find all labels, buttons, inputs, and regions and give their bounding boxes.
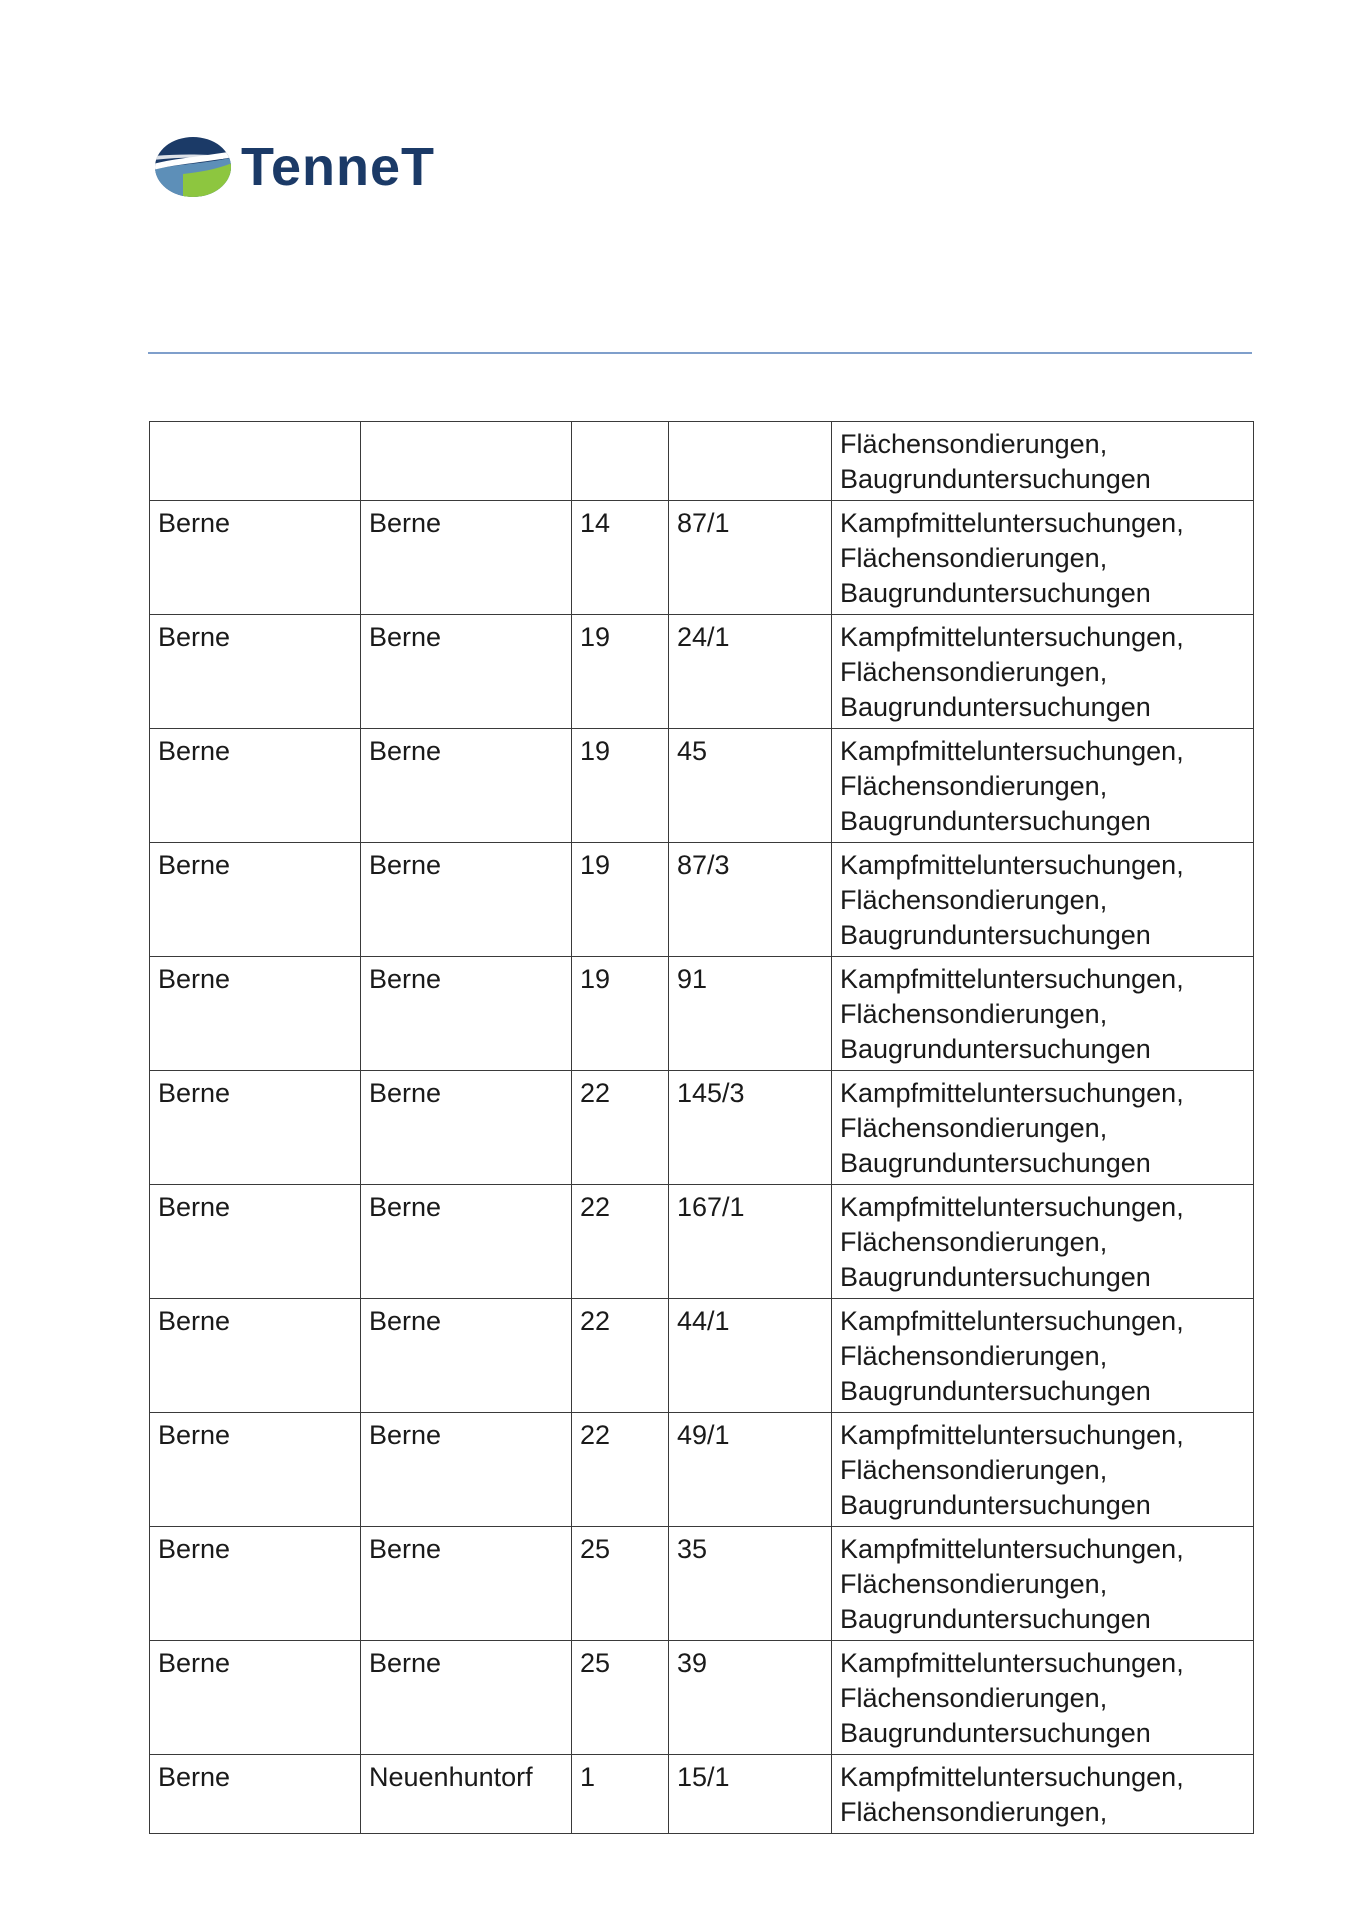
work-type-line: Kampfmitteluntersuchungen, <box>840 1762 1184 1792</box>
tennet-wordmark: TenneT <box>241 137 435 197</box>
table-cell-c4: 35 <box>669 1527 832 1641</box>
work-type-line: Kampfmitteluntersuchungen, <box>840 1420 1184 1450</box>
work-type-line: Baugrunduntersuchungen <box>840 1604 1151 1634</box>
table-cell-c5 <box>832 1413 1254 1527</box>
table-cell-c4: 87/3 <box>669 843 832 957</box>
work-type-line: Kampfmitteluntersuchungen, <box>840 1648 1184 1678</box>
table-cell-c1: Berne <box>150 1755 361 1834</box>
table-cell-c5 <box>832 1299 1254 1413</box>
work-type-line: Flächensondierungen, <box>840 429 1108 459</box>
table-cell-c5 <box>832 1527 1254 1641</box>
table-cell-c1 <box>150 422 361 501</box>
work-type-line: Flächensondierungen, <box>840 1227 1108 1257</box>
work-type-line: Baugrunduntersuchungen <box>840 1376 1151 1406</box>
work-type-line: Baugrunduntersuchungen <box>840 1034 1151 1064</box>
table-row <box>150 1413 1254 1527</box>
table-cell-c1: Berne <box>150 1185 361 1299</box>
table-row <box>150 1641 1254 1755</box>
table-cell-c3 <box>572 422 669 501</box>
table-cell-c2: Berne <box>361 1641 572 1755</box>
table-row <box>150 843 1254 957</box>
work-type-line: Baugrunduntersuchungen <box>840 1718 1151 1748</box>
work-type-line: Baugrunduntersuchungen <box>840 692 1151 722</box>
table-cell-c4: 15/1 <box>669 1755 832 1834</box>
table-cell-c2: Berne <box>361 1527 572 1641</box>
table-row <box>150 1185 1254 1299</box>
tennet-logo-icon <box>153 134 239 200</box>
table-row <box>150 422 1254 501</box>
table-row <box>150 1527 1254 1641</box>
table-cell-c2: Berne <box>361 1299 572 1413</box>
work-type-line: Baugrunduntersuchungen <box>840 806 1151 836</box>
table-cell-c4: 44/1 <box>669 1299 832 1413</box>
table-cell-c3: 25 <box>572 1527 669 1641</box>
table-cell-c1: Berne <box>150 1299 361 1413</box>
table-cell-c1: Berne <box>150 957 361 1071</box>
work-type-line: Baugrunduntersuchungen <box>840 1262 1151 1292</box>
table-cell-c5 <box>832 422 1254 501</box>
table-cell-c4: 91 <box>669 957 832 1071</box>
table-cell-c4: 87/1 <box>669 501 832 615</box>
work-type-line: Flächensondierungen, <box>840 1113 1108 1143</box>
table-cell-c3: 25 <box>572 1641 669 1755</box>
table-cell-c1: Berne <box>150 501 361 615</box>
work-type-line: Flächensondierungen, <box>840 1797 1108 1827</box>
work-type-line: Baugrunduntersuchungen <box>840 578 1151 608</box>
table-cell-c1: Berne <box>150 1641 361 1755</box>
work-type-line: Kampfmitteluntersuchungen, <box>840 964 1184 994</box>
table-cell-c5 <box>832 1755 1254 1834</box>
table-cell-c4: 167/1 <box>669 1185 832 1299</box>
table-row <box>150 615 1254 729</box>
table-cell-c3: 22 <box>572 1413 669 1527</box>
table-cell-c2 <box>361 422 572 501</box>
table-row <box>150 501 1254 615</box>
table-cell-c2: Berne <box>361 615 572 729</box>
table-cell-c3: 14 <box>572 501 669 615</box>
work-type-line: Kampfmitteluntersuchungen, <box>840 622 1184 652</box>
table-cell-c5 <box>832 1071 1254 1185</box>
table-cell-c4: 45 <box>669 729 832 843</box>
work-type-line: Flächensondierungen, <box>840 657 1108 687</box>
table-cell-c1: Berne <box>150 843 361 957</box>
work-type-line: Kampfmitteluntersuchungen, <box>840 736 1184 766</box>
table-cell-c5 <box>832 957 1254 1071</box>
table-cell-c4: 145/3 <box>669 1071 832 1185</box>
table-cell-c4: 49/1 <box>669 1413 832 1527</box>
header-divider <box>148 352 1252 354</box>
work-type-line: Kampfmitteluntersuchungen, <box>840 1534 1184 1564</box>
work-type-line: Baugrunduntersuchungen <box>840 920 1151 950</box>
table-row <box>150 1071 1254 1185</box>
parcel-table <box>149 421 1254 1834</box>
table-row <box>150 1755 1254 1834</box>
work-type-line: Flächensondierungen, <box>840 1455 1108 1485</box>
table-cell-c3: 19 <box>572 957 669 1071</box>
table-cell-c2: Berne <box>361 1413 572 1527</box>
table-cell-c3: 19 <box>572 615 669 729</box>
work-type-line: Flächensondierungen, <box>840 1569 1108 1599</box>
table-cell-c5 <box>832 1185 1254 1299</box>
work-type-line: Flächensondierungen, <box>840 999 1108 1029</box>
table-cell-c2: Berne <box>361 729 572 843</box>
table-row <box>150 729 1254 843</box>
work-type-line: Kampfmitteluntersuchungen, <box>840 508 1184 538</box>
table-cell-c1: Berne <box>150 615 361 729</box>
table-cell-c2: Berne <box>361 957 572 1071</box>
table-cell-c5 <box>832 615 1254 729</box>
work-type-line: Flächensondierungen, <box>840 885 1108 915</box>
table-cell-c5 <box>832 501 1254 615</box>
table-cell-c1: Berne <box>150 1071 361 1185</box>
work-type-line: Kampfmitteluntersuchungen, <box>840 850 1184 880</box>
work-type-line: Flächensondierungen, <box>840 1683 1108 1713</box>
table-cell-c2: Neuenhuntorf <box>361 1755 572 1834</box>
table-cell-c4: 39 <box>669 1641 832 1755</box>
table-cell-c3: 22 <box>572 1185 669 1299</box>
work-type-line: Baugrunduntersuchungen <box>840 1148 1151 1178</box>
table-row <box>150 957 1254 1071</box>
parcel-table-body <box>150 422 1254 1834</box>
work-type-line: Baugrunduntersuchungen <box>840 464 1151 494</box>
work-type-line: Flächensondierungen, <box>840 543 1108 573</box>
table-cell-c3: 19 <box>572 843 669 957</box>
tennet-logo <box>153 134 473 200</box>
work-type-line: Flächensondierungen, <box>840 771 1108 801</box>
table-cell-c5 <box>832 1641 1254 1755</box>
table-row <box>150 1299 1254 1413</box>
table-cell-c2: Berne <box>361 1185 572 1299</box>
table-cell-c1: Berne <box>150 1413 361 1527</box>
table-cell-c5 <box>832 843 1254 957</box>
table-cell-c4 <box>669 422 832 501</box>
work-type-line: Kampfmitteluntersuchungen, <box>840 1078 1184 1108</box>
table-cell-c2: Berne <box>361 1071 572 1185</box>
work-type-line: Kampfmitteluntersuchungen, <box>840 1306 1184 1336</box>
table-cell-c3: 1 <box>572 1755 669 1834</box>
work-type-line: Flächensondierungen, <box>840 1341 1108 1371</box>
table-cell-c3: 22 <box>572 1071 669 1185</box>
table-cell-c1: Berne <box>150 1527 361 1641</box>
table-cell-c5 <box>832 729 1254 843</box>
table-cell-c1: Berne <box>150 729 361 843</box>
table-cell-c3: 19 <box>572 729 669 843</box>
table-cell-c3: 22 <box>572 1299 669 1413</box>
work-type-line: Kampfmitteluntersuchungen, <box>840 1192 1184 1222</box>
table-cell-c2: Berne <box>361 843 572 957</box>
table-cell-c4: 24/1 <box>669 615 832 729</box>
table-cell-c2: Berne <box>361 501 572 615</box>
work-type-line: Baugrunduntersuchungen <box>840 1490 1151 1520</box>
